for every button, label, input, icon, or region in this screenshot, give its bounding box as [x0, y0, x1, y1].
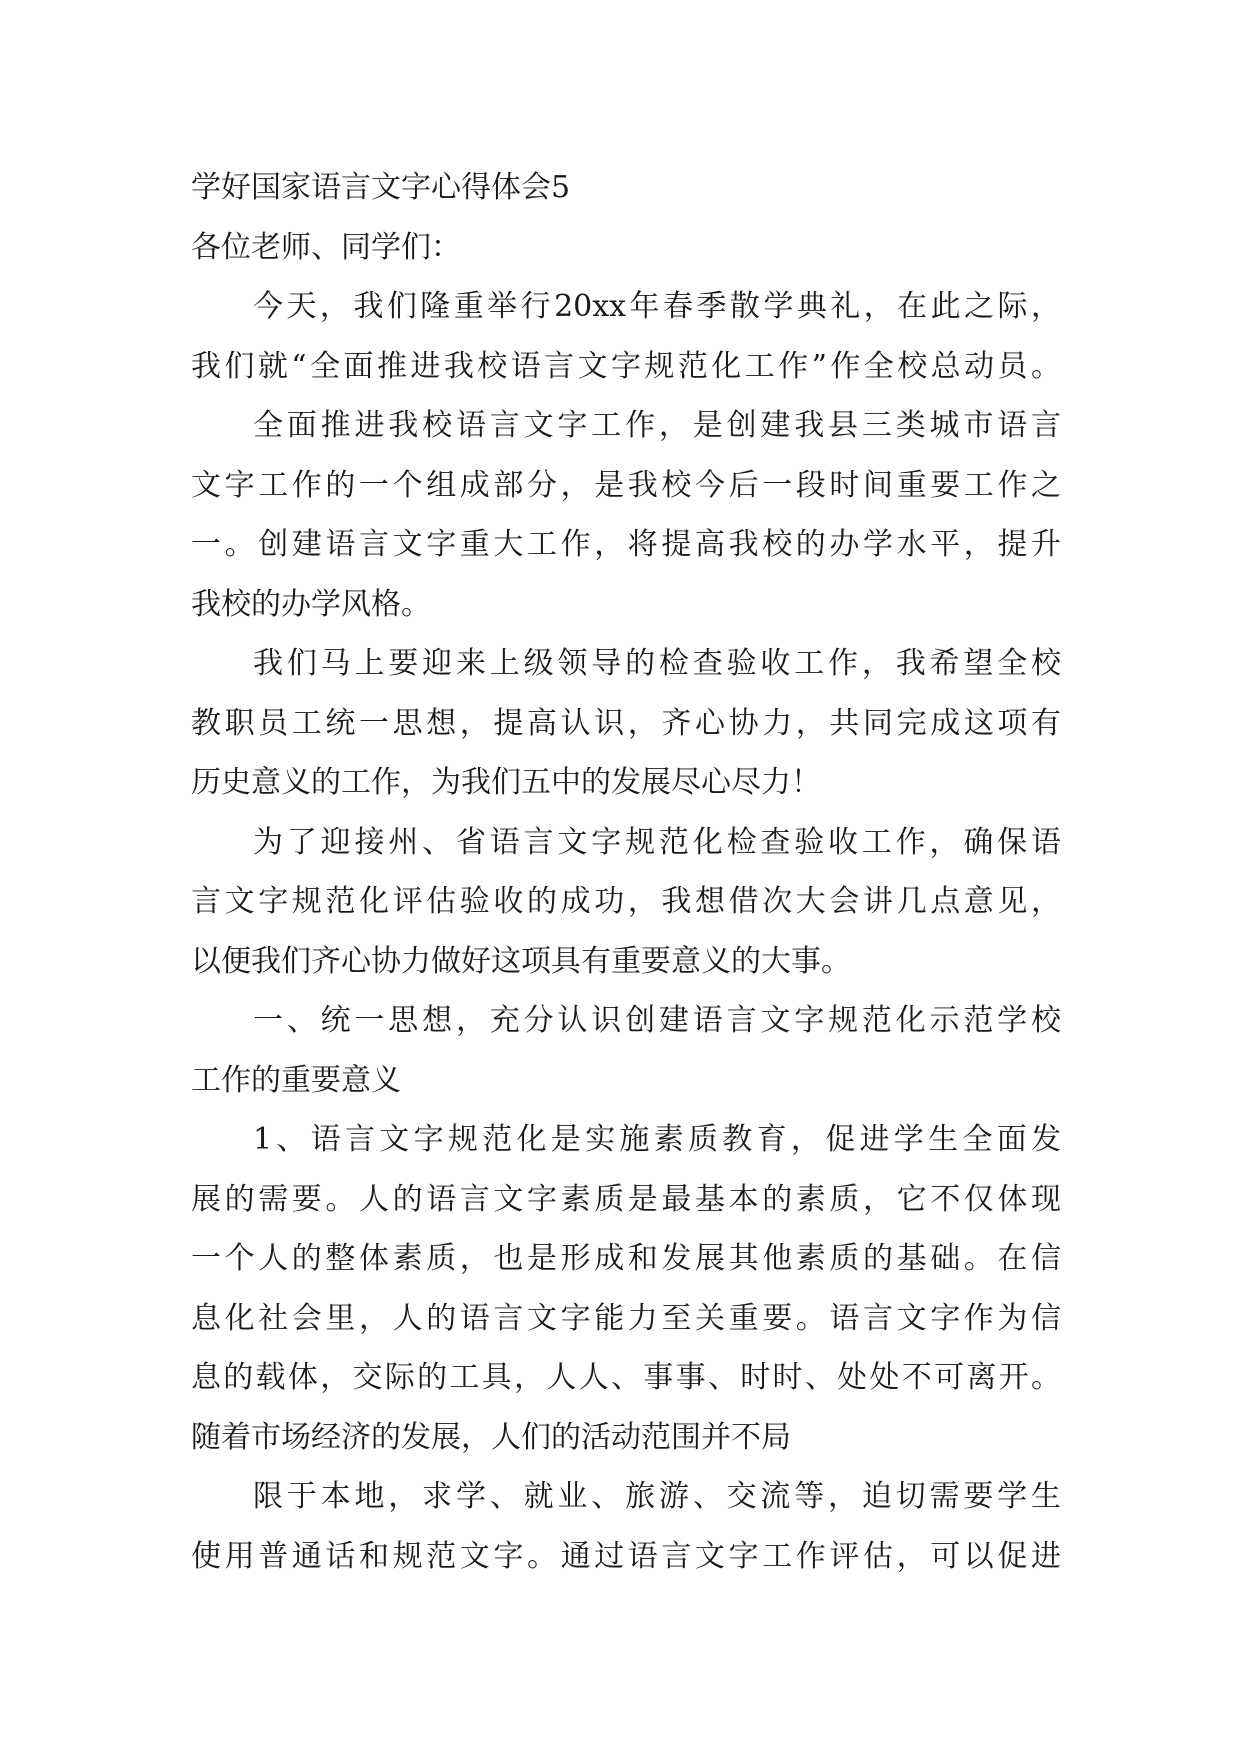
paragraph-line: 我校的办学风格。 — [191, 586, 431, 622]
paragraph-line: 教职员工统一思想，提高认识，齐心协力，共同完成这项有 — [191, 705, 1061, 741]
paragraph-line: 言文字规范化评估验收的成功，我想借次大会讲几点意见， — [191, 884, 1061, 919]
paragraph-5 — [191, 991, 1061, 1110]
paragraph-line: 限于本地，求学、就业、旅游、交流等，迫切需要学生 — [253, 1479, 1061, 1514]
paragraph-line: 使用普通话和规范文字。通过语言文字工作评估，可以促进 — [191, 1538, 1061, 1574]
paragraph-line: 为了迎接州、省语言文字规范化检查验收工作，确保语 — [253, 824, 1061, 860]
document-body — [191, 158, 1061, 1586]
paragraph-1 — [191, 277, 1061, 396]
section-heading-line: 一、统一思想，充分认识创建语言文字规范化示范学校 — [253, 1003, 1061, 1038]
paragraph-line: 展的需要。人的语言文字素质是最基本的素质，它不仅体现 — [191, 1181, 1061, 1217]
paragraph-line: 一个人的整体素质，也是形成和发展其他素质的基础。在信 — [191, 1241, 1061, 1276]
paragraph-line: 一。创建语言文字重大工作，将提高我校的办学水平，提升 — [191, 527, 1061, 562]
paragraph-7 — [191, 1467, 1061, 1586]
paragraph-line: 历史意义的工作，为我们五中的发展尽心尽力！ — [191, 765, 821, 800]
paragraph-line: 我们马上要迎来上级领导的检查验收工作，我希望全校 — [253, 646, 1061, 681]
paragraph-line: 息的载体，交际的工具，人人、事事、时时、处处不可离开。 — [191, 1360, 1061, 1395]
paragraph-line: 1、语言文字规范化是实施素质教育，促进学生全面发 — [253, 1122, 1061, 1157]
paragraph-line: 息化社会里，人的语言文字能力至关重要。语言文字作为信 — [191, 1300, 1061, 1336]
salutation: 各位老师、同学们： — [191, 229, 461, 265]
paragraph-line: 我们就“全面推进我校语言文字规范化工作”作全校总动员。 — [191, 348, 1061, 384]
section-heading-line: 工作的重要意义 — [191, 1062, 401, 1098]
paragraph-4 — [191, 813, 1061, 992]
paragraph-2 — [191, 396, 1061, 634]
paragraph-line: 随着市场经济的发展，人们的活动范围并不局 — [191, 1419, 791, 1455]
paragraph-line: 文字工作的一个组成部分，是我校今后一段时间重要工作之 — [191, 467, 1061, 503]
document-title: 学好国家语言文字心得体会5 — [191, 170, 571, 205]
paragraph-line: 今天，我们隆重举行20xx年春季散学典礼，在此之际， — [253, 289, 1061, 324]
paragraph-line: 以便我们齐心协力做好这项具有重要意义的大事。 — [191, 943, 851, 979]
paragraph-6 — [191, 1110, 1061, 1467]
paragraph-line: 全面推进我校语言文字工作，是创建我县三类城市语言 — [253, 408, 1061, 443]
paragraph-3 — [191, 634, 1061, 813]
